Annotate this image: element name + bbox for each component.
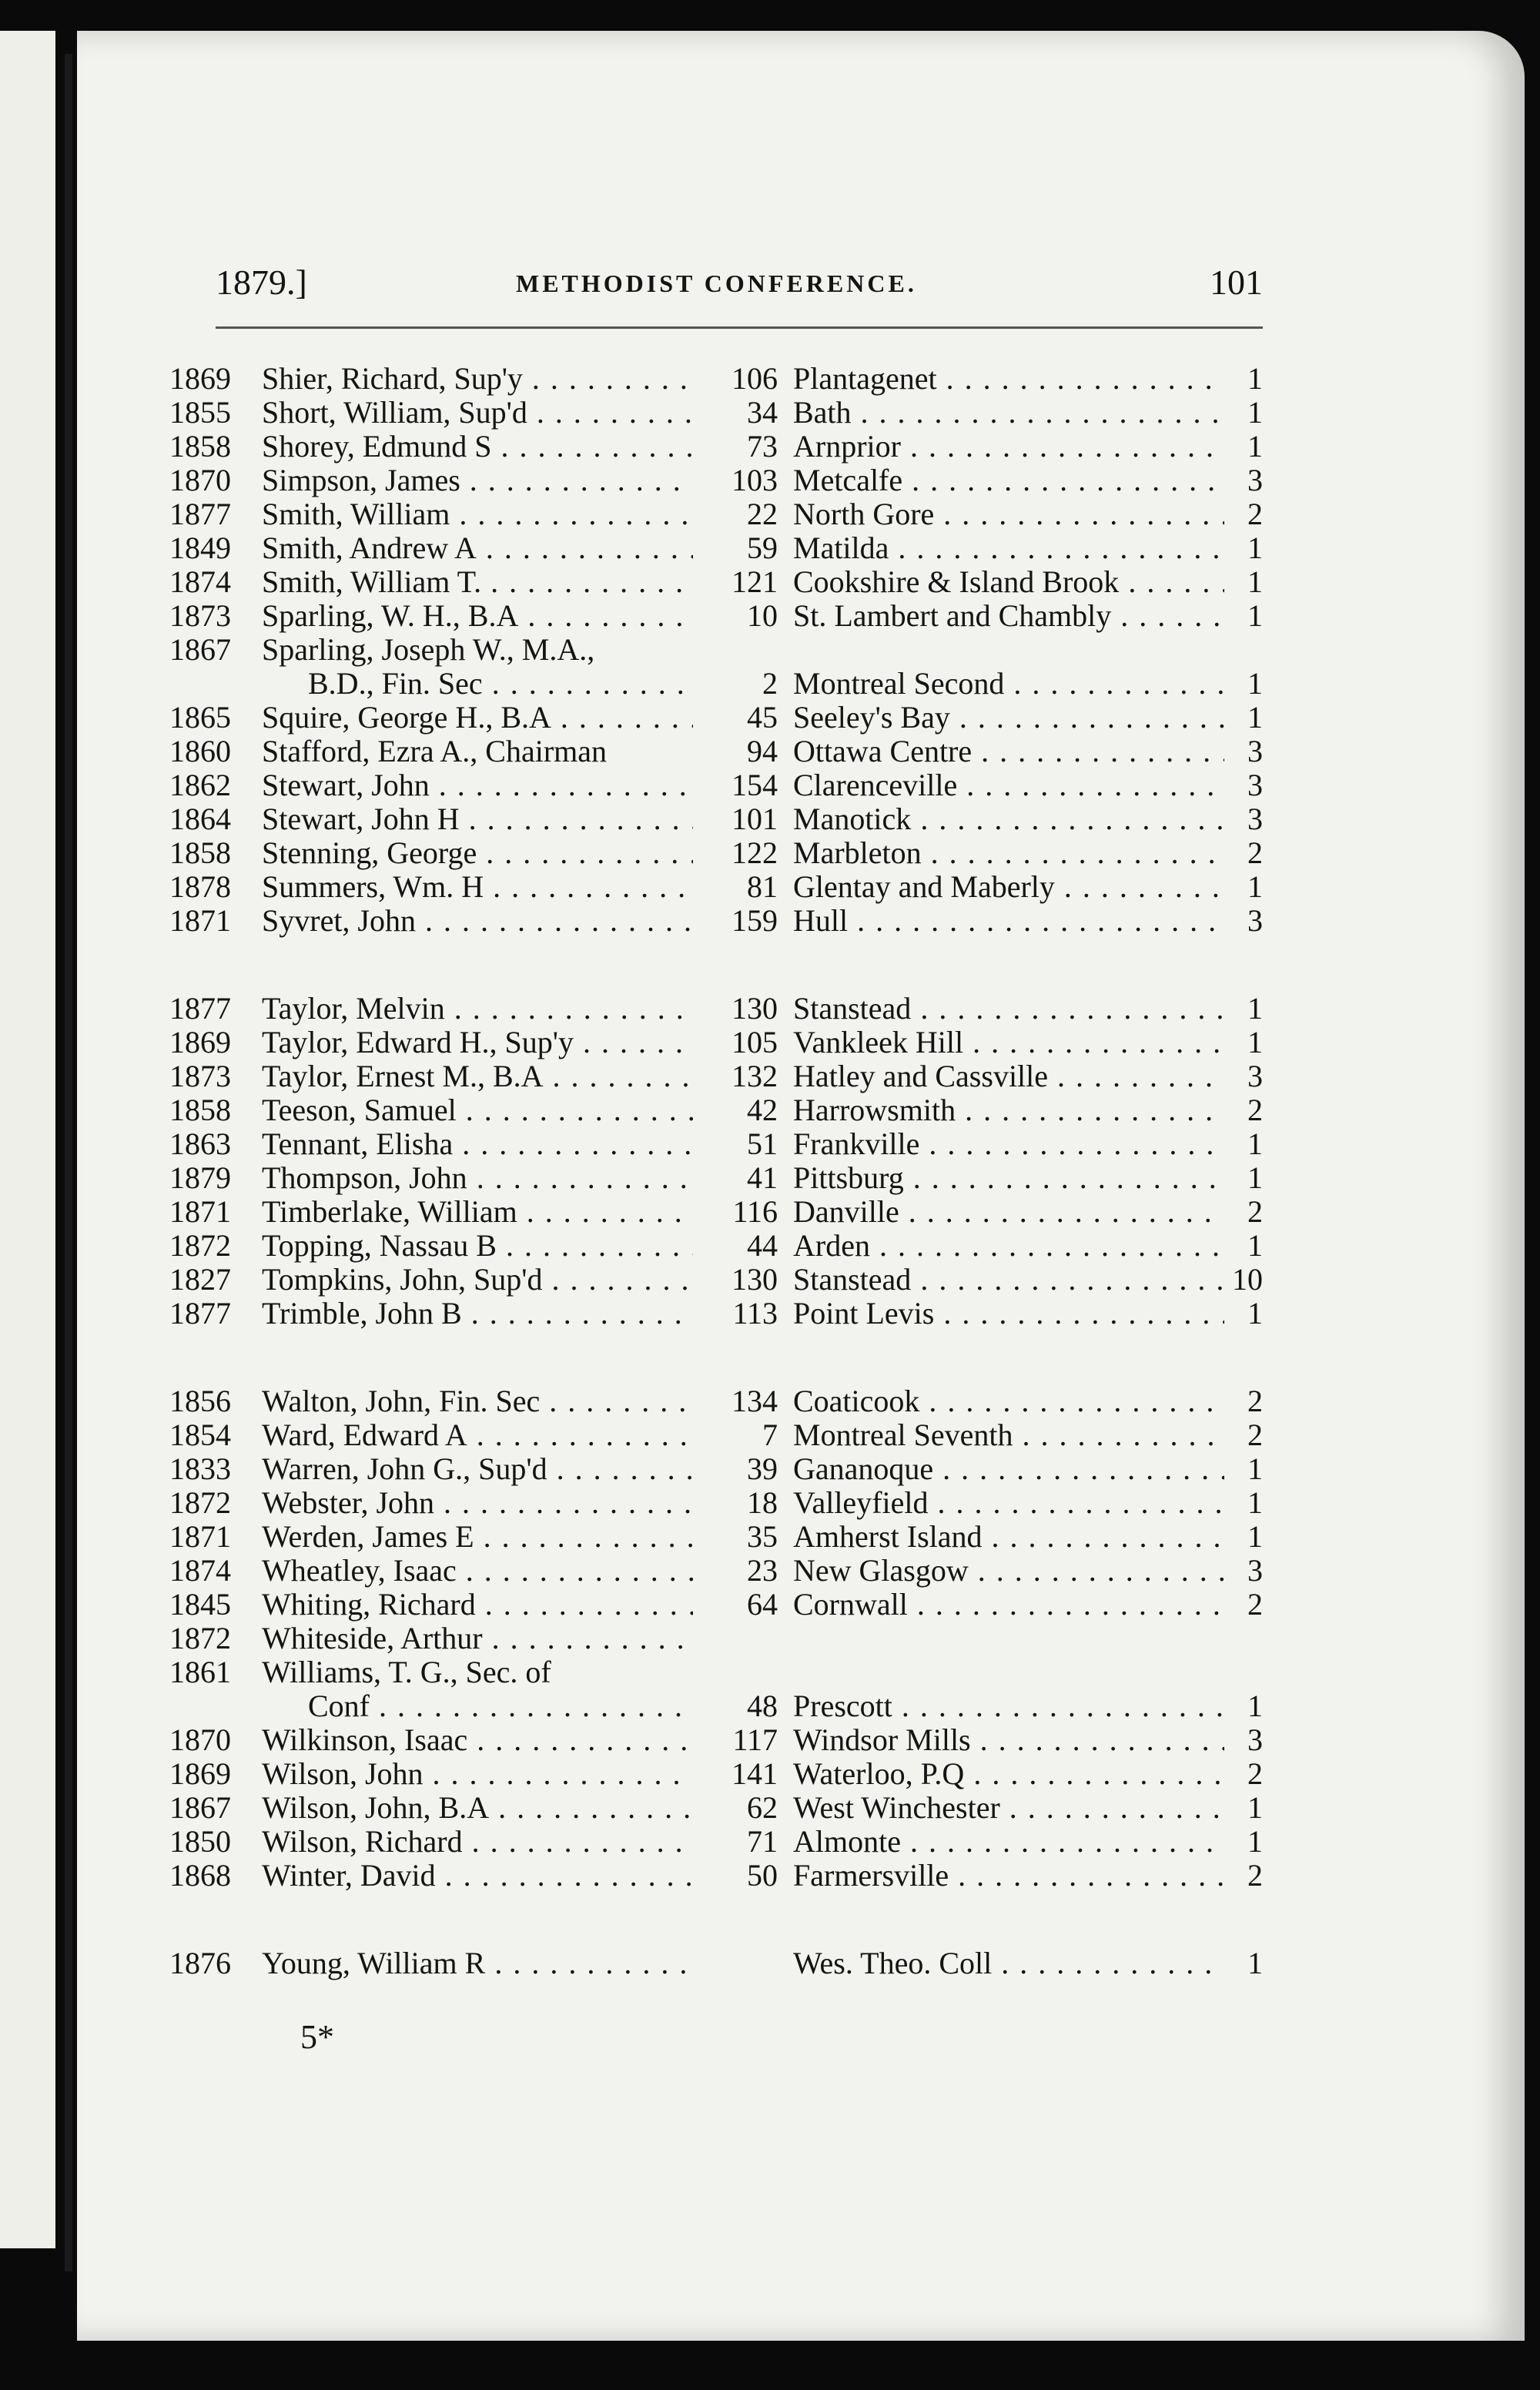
entry-circuit: Point Levis . . . <box>793 1297 1224 1331</box>
entry-number: 105 <box>732 1025 778 1059</box>
entry-number: 39 <box>747 1451 778 1486</box>
list-item <box>169 1229 1263 1263</box>
entry-years: 3 <box>1247 903 1263 938</box>
entry-name: Summers, Wm. H . . . <box>262 870 693 904</box>
list-item <box>169 1093 1263 1127</box>
entry-name: Tompkins, John, Sup'd . . . <box>262 1263 693 1297</box>
entry-year: 1870 <box>169 1722 231 1757</box>
facing-page-edge <box>0 31 55 2248</box>
list-item <box>169 1127 1263 1161</box>
entry-number: 103 <box>732 463 778 497</box>
entry-name: Shorey, Edmund S . . . <box>262 430 693 464</box>
entry-circuit: Stanstead . . . <box>793 1263 1224 1297</box>
entry-year: 1862 <box>169 768 231 802</box>
entry-name: B.D., Fin. Sec . . . <box>262 667 693 701</box>
entry-years: 1 <box>1247 1025 1263 1059</box>
entry-year: 1877 <box>169 991 231 1026</box>
entry-name: Topping, Nassau B . . . <box>262 1229 693 1263</box>
entry-name: Short, William, Sup'd . . . <box>262 396 693 430</box>
entry-year: 1878 <box>169 869 231 904</box>
list-item <box>169 870 1263 904</box>
entry-name: Syvret, John . . . <box>262 904 693 938</box>
entry-years: 2 <box>1247 1093 1263 1127</box>
entry-year: 1827 <box>169 1262 231 1297</box>
entry-year: 1849 <box>169 531 231 565</box>
entry-years: 2 <box>1247 1858 1263 1893</box>
entry-year: 1856 <box>169 1384 231 1418</box>
entry-circuit: Valleyfield . . . <box>793 1486 1224 1520</box>
entry-year: 1876 <box>169 1946 231 1980</box>
entry-name: Taylor, Edward H., Sup'y . . . <box>262 1026 693 1059</box>
list-item <box>169 1384 1263 1418</box>
entry-circuit: Prescott . . . <box>793 1689 1224 1723</box>
entry-circuit: St. Lambert and Chambly . . . <box>793 599 1224 633</box>
entry-number: 23 <box>747 1553 778 1588</box>
entry-circuit: Amherst Island . . . <box>793 1520 1224 1554</box>
list-item <box>169 1791 1263 1825</box>
list-item <box>169 1263 1263 1297</box>
entry-circuit: Vankleek Hill . . . <box>793 1026 1224 1059</box>
entry-year: 1877 <box>169 1296 231 1331</box>
entry-years: 1 <box>1247 1160 1263 1195</box>
entry-circuit: Glentay and Maberly . . . <box>793 870 1224 904</box>
entry-number: 44 <box>747 1228 778 1263</box>
entry-year: 1871 <box>169 903 231 938</box>
entry-number: 64 <box>747 1587 778 1622</box>
minister-list <box>169 362 1263 2034</box>
entry-years: 1 <box>1247 1228 1263 1263</box>
entry-years: 1 <box>1247 991 1263 1026</box>
list-item <box>169 1486 1263 1520</box>
entry-year: 1858 <box>169 1093 231 1127</box>
entry-name: Warren, John G., Sup'd . . . <box>262 1452 693 1486</box>
list-item <box>169 992 1263 1026</box>
list-item <box>169 1689 1263 1723</box>
entry-circuit: North Gore . . . <box>793 497 1224 531</box>
entry-year: 1869 <box>169 1756 231 1791</box>
entry-year: 1855 <box>169 395 231 430</box>
entry-number: 106 <box>732 361 778 396</box>
list-item <box>169 396 1263 430</box>
list-item <box>169 802 1263 836</box>
entry-name: Stewart, John . . . <box>262 768 693 802</box>
entry-number: 101 <box>732 802 778 836</box>
list-item <box>169 667 1263 701</box>
entry-year: 1869 <box>169 361 231 396</box>
entry-name: Smith, William . . . <box>262 497 693 531</box>
list-item <box>169 768 1263 802</box>
entry-name: Wilson, Richard . . . <box>262 1825 693 1859</box>
list-item <box>169 497 1263 531</box>
list-item <box>169 1554 1263 1588</box>
list-item <box>169 565 1263 599</box>
list-item <box>169 464 1263 497</box>
list-item <box>169 735 1263 768</box>
entry-name: Stenning, George . . . <box>262 836 693 870</box>
entry-years: 2 <box>1247 1194 1263 1229</box>
entry-circuit: Bath . . . <box>793 396 1224 430</box>
entry-name: Smith, Andrew A . . . <box>262 531 693 565</box>
entry-circuit: Manotick . . . <box>793 802 1224 836</box>
entry-years: 2 <box>1247 1384 1263 1418</box>
entry-number: 117 <box>732 1722 778 1757</box>
entry-name: Stafford, Ezra A., Chairman <box>262 735 608 768</box>
entry-name: Smith, William T. . . . <box>262 565 693 599</box>
list-item <box>169 362 1263 396</box>
entry-years: 1 <box>1247 361 1263 396</box>
entry-number: 159 <box>732 903 778 938</box>
list-item <box>169 1588 1263 1622</box>
list-item <box>169 633 1263 667</box>
entry-number: 22 <box>747 497 778 531</box>
entry-circuit: Farmersville . . . <box>793 1859 1224 1893</box>
entry-circuit: Matilda . . . <box>793 531 1224 565</box>
entry-year: 1873 <box>169 1059 231 1093</box>
entry-years: 1 <box>1247 429 1263 464</box>
entry-number: 59 <box>747 531 778 565</box>
entry-number: 81 <box>747 869 778 904</box>
entry-number: 113 <box>732 1296 778 1331</box>
list-item <box>169 1520 1263 1554</box>
entry-years: 3 <box>1247 768 1263 802</box>
entry-circuit: Almonte . . . <box>793 1825 1224 1859</box>
entry-year: 1858 <box>169 835 231 870</box>
entry-year: 1860 <box>169 734 231 768</box>
list-section <box>169 1946 1263 1980</box>
entry-number: 35 <box>747 1519 778 1554</box>
entry-number: 116 <box>732 1194 778 1229</box>
entry-years: 1 <box>1247 1296 1263 1331</box>
entry-year: 1850 <box>169 1824 231 1859</box>
entry-years: 1 <box>1247 700 1263 735</box>
entry-years: 1 <box>1247 531 1263 565</box>
header-year: 1879.] <box>216 263 307 302</box>
entry-years: 2 <box>1247 835 1263 870</box>
entry-year: 1869 <box>169 1025 231 1059</box>
entry-name: Trimble, John B . . . <box>262 1297 693 1331</box>
entry-year: 1872 <box>169 1228 231 1263</box>
entry-name: Walton, John, Fin. Sec . . . <box>262 1384 693 1418</box>
list-section <box>169 992 1263 1331</box>
entry-circuit: Seeley's Bay . . . <box>793 701 1224 735</box>
entry-years: 1 <box>1247 1451 1263 1486</box>
entry-year: 1861 <box>169 1655 231 1689</box>
entry-years: 3 <box>1247 463 1263 497</box>
entry-years: 1 <box>1247 1790 1263 1825</box>
entry-number: 62 <box>747 1790 778 1825</box>
page-number: 101 <box>1210 263 1263 302</box>
entry-circuit: Danville . . . <box>793 1195 1224 1229</box>
entry-name: Wilson, John, B.A . . . <box>262 1791 693 1825</box>
entry-number: 48 <box>747 1689 778 1723</box>
entry-year: 1870 <box>169 463 231 497</box>
entry-number: 34 <box>747 395 778 430</box>
entry-years: 1 <box>1247 598 1263 633</box>
entry-year: 1867 <box>169 1790 231 1825</box>
entry-number: 121 <box>732 564 778 599</box>
list-item <box>169 1418 1263 1452</box>
entry-number: 7 <box>762 1418 778 1452</box>
entry-number: 130 <box>732 991 778 1026</box>
list-item <box>169 1195 1263 1229</box>
list-item <box>169 1757 1263 1791</box>
entry-years: 3 <box>1247 1553 1263 1588</box>
entry-circuit: Marbleton . . . <box>793 836 1224 870</box>
entry-name: Taylor, Ernest M., B.A . . . <box>262 1059 693 1093</box>
entry-years: 1 <box>1247 1519 1263 1554</box>
entry-year: 1872 <box>169 1621 231 1655</box>
entry-name: Werden, James E . . . <box>262 1520 693 1554</box>
entry-circuit: Harrowsmith . . . <box>793 1093 1224 1127</box>
entry-name: Ward, Edward A . . . <box>262 1418 693 1452</box>
entry-circuit: Gananoque . . . <box>793 1452 1224 1486</box>
list-item <box>169 1825 1263 1859</box>
entry-year: 1873 <box>169 598 231 633</box>
entry-circuit: Arnprior . . . <box>793 430 1224 464</box>
entry-circuit: Windsor Mills . . . <box>793 1723 1224 1757</box>
entry-years: 10 <box>1232 1262 1263 1297</box>
entry-name: Winter, David . . . <box>262 1859 693 1893</box>
entry-name: Tennant, Elisha . . . <box>262 1127 693 1161</box>
entry-name: Wilkinson, Isaac . . . <box>262 1723 693 1757</box>
entry-year: 1865 <box>169 700 231 735</box>
entry-number: 41 <box>747 1160 778 1195</box>
list-item <box>169 1452 1263 1486</box>
list-item <box>169 904 1263 938</box>
list-item <box>169 1161 1263 1195</box>
entry-number: 94 <box>747 734 778 768</box>
entry-name: Sparling, Joseph W., M.A., <box>262 633 595 667</box>
entry-circuit: Stanstead . . . <box>793 992 1224 1026</box>
entry-number: 132 <box>732 1059 778 1093</box>
entry-name: Simpson, James . . . <box>262 464 693 497</box>
entry-name: Thompson, John . . . <box>262 1161 693 1195</box>
entry-number: 130 <box>732 1262 778 1297</box>
entry-number: 141 <box>732 1756 778 1791</box>
entry-number: 2 <box>762 666 778 701</box>
entry-name: Shier, Richard, Sup'y . . . <box>262 362 693 396</box>
entry-circuit: Cookshire & Island Brook . . . <box>793 565 1224 599</box>
entry-years: 3 <box>1247 802 1263 836</box>
entry-year: 1863 <box>169 1126 231 1161</box>
list-item <box>169 599 1263 633</box>
entry-year: 1879 <box>169 1160 231 1195</box>
entry-name: Webster, John . . . <box>262 1486 693 1520</box>
entry-years: 1 <box>1247 564 1263 599</box>
entry-years: 1 <box>1247 1824 1263 1859</box>
entry-years: 2 <box>1247 1756 1263 1791</box>
entry-years: 1 <box>1247 869 1263 904</box>
signature-mark: 5* <box>300 2018 334 2056</box>
list-section <box>169 362 1263 938</box>
list-item <box>169 430 1263 464</box>
entry-years: 3 <box>1247 1059 1263 1093</box>
entry-circuit: Coaticook . . . <box>793 1384 1224 1418</box>
entry-circuit: Ottawa Centre . . . <box>793 735 1224 768</box>
entry-year: 1872 <box>169 1485 231 1520</box>
entry-number: 154 <box>732 768 778 802</box>
list-item <box>169 1026 1263 1059</box>
entry-year: 1868 <box>169 1858 231 1893</box>
entry-number: 42 <box>747 1093 778 1127</box>
entry-years: 1 <box>1247 1689 1263 1723</box>
entry-circuit: Pittsburg . . . <box>793 1161 1224 1195</box>
entry-year: 1833 <box>169 1451 231 1486</box>
entry-name: Stewart, John H . . . <box>262 802 693 836</box>
list-item <box>169 1059 1263 1093</box>
entry-years: 2 <box>1247 1587 1263 1622</box>
list-section <box>169 1384 1263 1893</box>
list-item <box>169 836 1263 870</box>
list-item <box>169 1297 1263 1331</box>
list-item <box>169 531 1263 565</box>
entry-year: 1877 <box>169 497 231 531</box>
entry-name: Young, William R . . . <box>262 1946 693 1980</box>
entry-year: 1871 <box>169 1194 231 1229</box>
entry-number: 51 <box>747 1126 778 1161</box>
entry-name: Teeson, Samuel . . . <box>262 1093 693 1127</box>
entry-name: Conf . . . <box>262 1689 693 1723</box>
entry-number: 134 <box>732 1384 778 1418</box>
entry-year: 1845 <box>169 1587 231 1622</box>
entry-circuit: Plantagenet . . . <box>793 362 1224 396</box>
list-item <box>169 1622 1263 1655</box>
list-item <box>169 1655 1263 1689</box>
entry-name: Williams, T. G., Sec. of <box>262 1655 551 1689</box>
entry-circuit: Montreal Seventh . . . <box>793 1418 1224 1452</box>
gutter-shadow <box>65 54 72 2271</box>
entry-circuit: Cornwall . . . <box>793 1588 1224 1622</box>
entry-circuit: New Glasgow . . . <box>793 1554 1224 1588</box>
header-title: METHODIST CONFERENCE. <box>516 269 917 297</box>
entry-number: 71 <box>747 1824 778 1859</box>
entry-circuit: Clarenceville . . . <box>793 768 1224 802</box>
entry-years: 1 <box>1247 1485 1263 1520</box>
entry-years: 3 <box>1247 734 1263 768</box>
entry-year: 1874 <box>169 1553 231 1588</box>
entry-years: 2 <box>1247 1418 1263 1452</box>
entry-number: 73 <box>747 429 778 464</box>
entry-name: Whiting, Richard . . . <box>262 1588 693 1622</box>
entry-year: 1874 <box>169 564 231 599</box>
running-header <box>216 262 1263 323</box>
entry-number: 45 <box>747 700 778 735</box>
entry-circuit: Waterloo, P.Q . . . <box>793 1757 1224 1791</box>
header-rule <box>216 326 1263 329</box>
entry-years: 1 <box>1247 395 1263 430</box>
entry-year: 1854 <box>169 1418 231 1452</box>
entry-number: 50 <box>747 1858 778 1893</box>
entry-number: 18 <box>747 1485 778 1520</box>
entry-number: 122 <box>732 835 778 870</box>
list-item <box>169 701 1263 735</box>
entry-years: 1 <box>1247 1126 1263 1161</box>
entry-name: Wilson, John . . . <box>262 1757 693 1791</box>
entry-circuit: West Winchester . . . <box>793 1791 1224 1825</box>
entry-name: Whiteside, Arthur . . . <box>262 1622 693 1655</box>
entry-circuit: Frankville . . . <box>793 1127 1224 1161</box>
entry-circuit: Hatley and Cassville . . . <box>793 1059 1224 1093</box>
list-item <box>169 1723 1263 1757</box>
entry-year: 1867 <box>169 632 231 667</box>
entry-circuit: Metcalfe . . . <box>793 464 1224 497</box>
entry-name: Sparling, W. H., B.A . . . <box>262 599 693 633</box>
entry-name: Wheatley, Isaac . . . <box>262 1554 693 1588</box>
entry-circuit: Hull . . . <box>793 904 1224 938</box>
list-item <box>169 1946 1263 1980</box>
entry-number: 10 <box>747 598 778 633</box>
list-item <box>169 1859 1263 1893</box>
entry-year: 1871 <box>169 1519 231 1554</box>
entry-years: 1 <box>1247 1946 1263 1980</box>
entry-year: 1864 <box>169 802 231 836</box>
entry-name: Taylor, Melvin . . . <box>262 992 693 1026</box>
entry-name: Timberlake, William . . . <box>262 1195 693 1229</box>
entry-years: 2 <box>1247 497 1263 531</box>
entry-circuit: Arden . . . <box>793 1229 1224 1263</box>
entry-name: Squire, George H., B.A . . . <box>262 701 693 735</box>
entry-circuit: Wes. Theo. Coll . . . <box>793 1946 1224 1980</box>
entry-years: 3 <box>1247 1722 1263 1757</box>
entry-year: 1858 <box>169 429 231 464</box>
entry-circuit: Montreal Second . . . <box>793 667 1224 701</box>
entry-years: 1 <box>1247 666 1263 701</box>
